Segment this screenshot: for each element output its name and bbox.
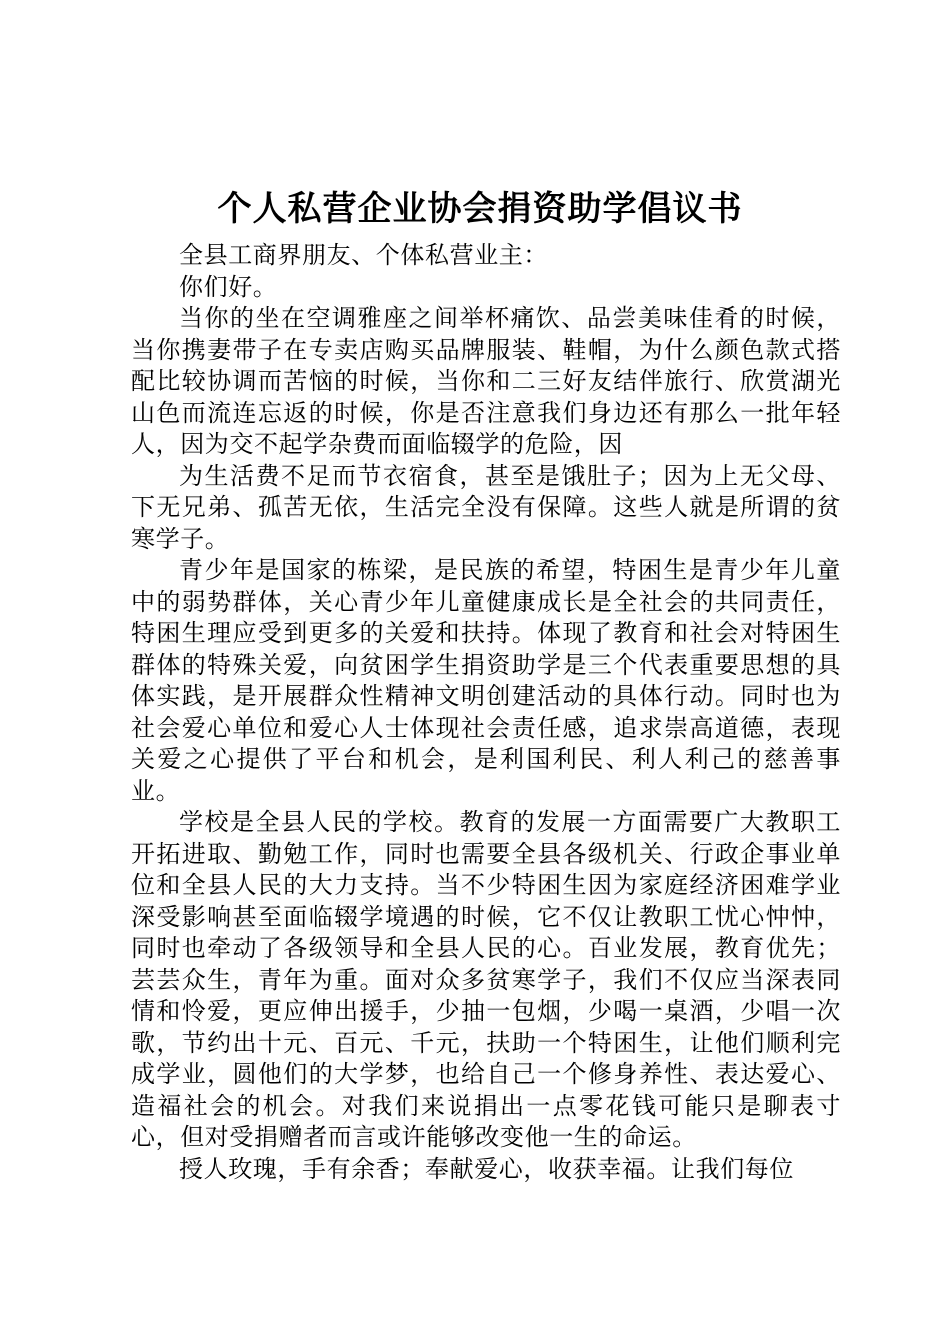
greeting: 你们好。: [179, 272, 278, 301]
salutation: 全县工商界朋友、个体私营业主：: [179, 241, 548, 269]
document-title: 个人私营企业协会捐资助学倡议书: [217, 189, 743, 229]
paragraph-2: 为生活费不足而节衣宿食，甚至是饿肚子；因为上无父母、下无兄弟、孤苦无依，生活完全没有保障。这些人就是所谓的贫寒学子。: [131, 461, 841, 553]
paragraph-4: 学校是全县人民的学校。教育的发展一方面需要广大教职工开拓进取、勤勉工作，同时也需要全县各级机关、行政企事业单位和全县人民的大力支持。当不少特困生因为家庭经济困难学业深受影响甚至面临辍学境遇的时候，它不仅让教职工忧心忡忡，同时也牵动了各级领导和全县人民的心。百业发展，教育优先；芸芸众生，青年为重。面对众多贫寒学子，我们不仅应当深表同情和怜爱，更应伸出援手，少抽一包烟，少喝一桌酒，少唱一次歌，节约出十元、百元、千元，扶助一个特困生，让他们顺利完成学业，圆他们的大学梦，也给自己一个修身养性、表达爱心、造福社会的机会。对我们来说捐出一点零花钱可能只是聊表寸心，但对受捐赠者而言或许能够改变他一生的命运。: [131, 808, 841, 1151]
paragraph-1: 当你的坐在空调雅座之间举杯痛饮、品尝美味佳肴的时候，当你携妻带子在专卖店购买品牌服装、鞋帽，为什么颜色款式搭配比较协调而苦恼的时候，当你和二三好友结伴旅行、欣赏湖光山色而流连忘返的时候，你是否注意我们身边还有那么一批年轻人，因为交不起学杂费而面临辍学的危险，因: [131, 304, 841, 458]
paragraph-5: 授人玫瑰，手有余香；奉献爱心，收获幸福。让我们每位: [179, 1154, 794, 1183]
document-body: [131, 240, 841, 1185]
paragraph-3: 青少年是国家的栋梁，是民族的希望，特困生是青少年儿童中的弱势群体，关心青少年儿童健康成长是全社会的共同责任，特困生理应受到更多的关爱和扶持。体现了教育和社会对特困生群体的特殊关爱，向贫困学生捐资助学是三个代表重要思想的具体实践，是开展群众性精神文明创建活动的具体行动。同时也为社会爱心单位和爱心人士体现社会责任感，追求崇高道德，表现关爱之心提供了平台和机会，是利国利民、利人利己的慈善事业。: [131, 556, 841, 805]
